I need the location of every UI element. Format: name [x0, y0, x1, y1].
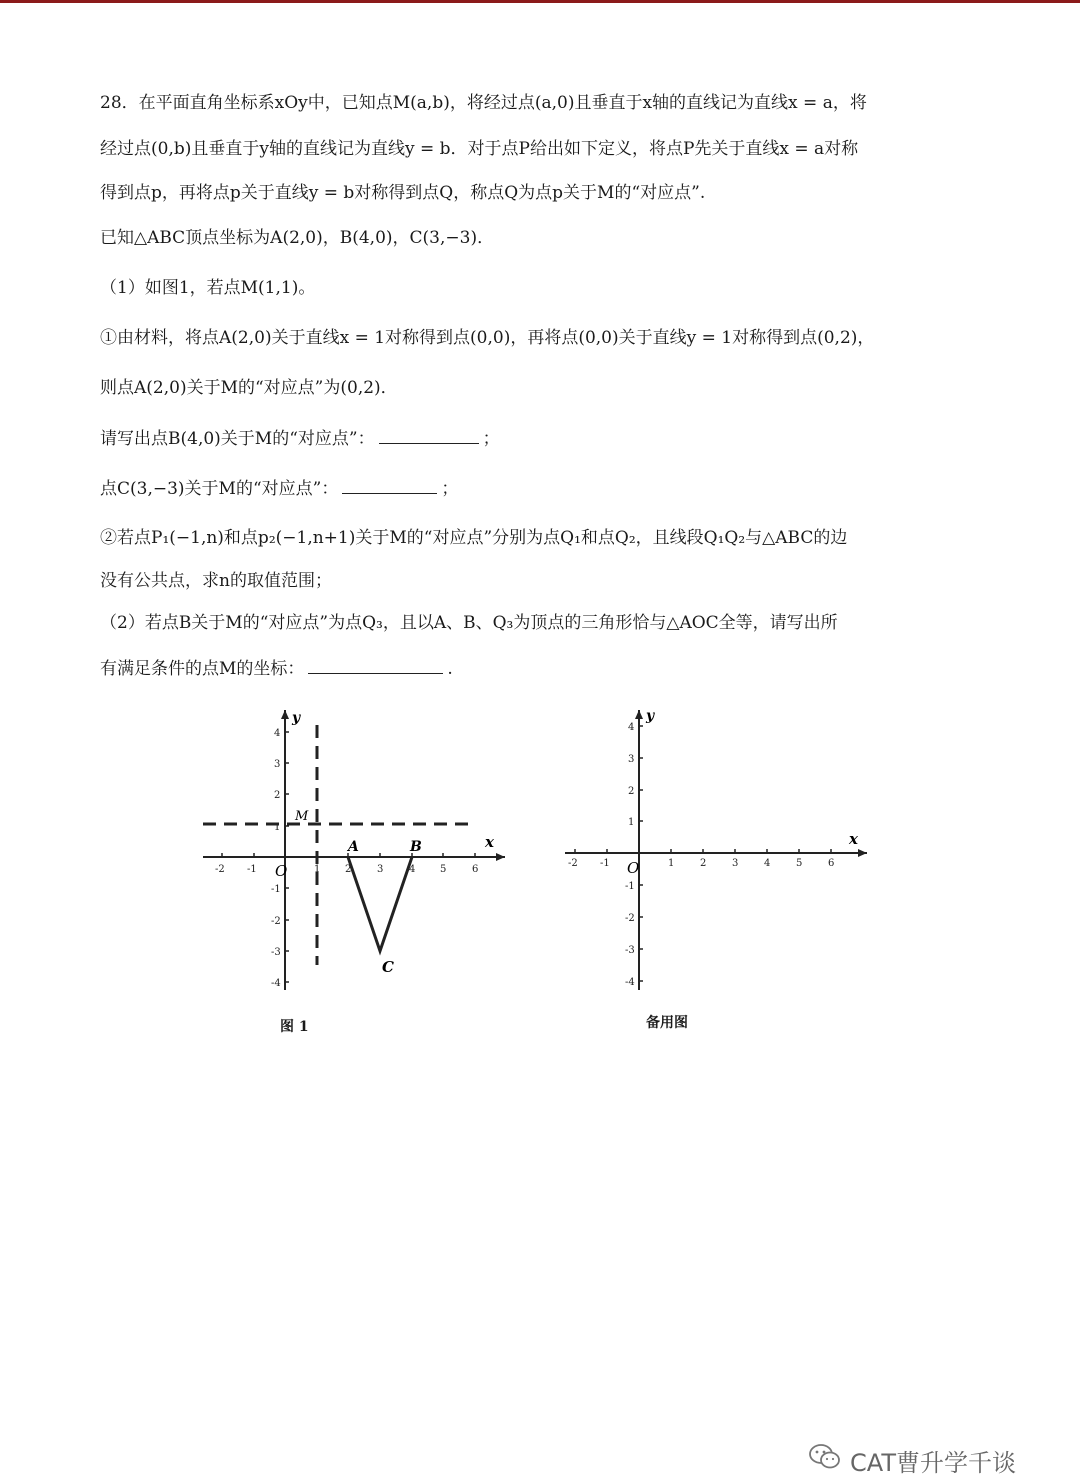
- top-border: [0, 0, 1080, 3]
- x-tick-label: 3: [732, 858, 739, 869]
- y-axis-arrow: [635, 710, 643, 719]
- origin-label: O: [627, 859, 640, 877]
- question-c-end: ；: [441, 479, 459, 499]
- x-tick-label: 5: [796, 858, 803, 869]
- x-tick-label: -1: [600, 858, 610, 869]
- part2-line-1: （2）若点B关于M的“对应点”为点Q₃，且以A、B、Q₃为顶点的三角形恰与△AOC全等，请写出所: [100, 613, 838, 633]
- watermark-text: CAT曹升学千谈: [850, 1448, 1016, 1477]
- problem-line-3: 得到点p，再将点p关于直线y = b对称得到点Q，称点Q为点p关于M的“对应点”.: [100, 183, 706, 203]
- y-tick-label: -2: [271, 916, 281, 927]
- x-axis-label: x: [849, 830, 858, 848]
- answer-blank-m[interactable]: [308, 655, 443, 674]
- y-tick-label: -1: [625, 881, 635, 892]
- point-a-label: A: [348, 839, 359, 855]
- part2-line-2: [100, 655, 1000, 682]
- question-b-end: ；: [482, 429, 500, 449]
- x-axis-arrow: [858, 849, 867, 857]
- x-tick-label: -2: [215, 864, 225, 875]
- x-tick-label: 2: [345, 864, 352, 875]
- question-b: [100, 425, 1000, 452]
- y-tick-label: 4: [274, 728, 281, 739]
- x-tick-label: 6: [472, 864, 479, 875]
- y-tick-label: -3: [271, 947, 281, 958]
- x-tick-label: 6: [828, 858, 835, 869]
- problem-line-1: 28．在平面直角坐标系xOy中，已知点M(a,b)，将经过点(a,0)且垂直于x轴的直线记为直线x = a，将: [100, 93, 867, 113]
- y-axis-label: y: [646, 708, 655, 724]
- x-tick-label: 4: [409, 864, 416, 875]
- y-tick-label: -1: [271, 884, 281, 895]
- point-m-label: M: [295, 809, 309, 824]
- problem-line-2: 经过点(0,b)且垂直于y轴的直线记为直线y = b．对于点P给出如下定义，将点P先关于直线x = a对称: [100, 139, 859, 159]
- x-tick-label: 1: [668, 858, 675, 869]
- x-tick-label: -2: [568, 858, 578, 869]
- wechat-icon: [808, 1443, 842, 1477]
- problem-line-4: 已知△ABC顶点坐标为A(2,0)，B(4,0)，C(3,−3)．: [100, 228, 495, 248]
- y-tick-label: 3: [274, 759, 281, 770]
- y-tick-label: -2: [625, 913, 635, 924]
- y-tick-label: 4: [628, 722, 635, 733]
- x-tick-label: 3: [377, 864, 384, 875]
- x-axis-label: x: [485, 833, 494, 851]
- answer-blank-b[interactable]: [379, 425, 479, 444]
- x-tick-label: -1: [247, 864, 257, 875]
- question-2-line-1: ②若点P₁(−1,n)和点p₂(−1,n+1)关于M的“对应点”分别为点Q₁和点Q₂，且线段Q₁Q₂与△ABC的边: [100, 528, 848, 548]
- y-tick-label: 3: [628, 754, 635, 765]
- y-tick-label: -4: [625, 977, 635, 988]
- part2-end: .: [447, 659, 453, 679]
- x-tick-label: 1: [314, 864, 321, 875]
- x-tick-label: 2: [700, 858, 707, 869]
- y-tick-label: -3: [625, 945, 635, 956]
- point-b-label: B: [410, 839, 422, 855]
- figure-backup-caption: 备用图: [646, 1015, 688, 1031]
- question-c: [100, 475, 1000, 502]
- x-tick-label: 5: [440, 864, 447, 875]
- watermark: [808, 1440, 1058, 1480]
- figure-backup: [555, 700, 875, 1004]
- answer-blank-c[interactable]: [342, 475, 437, 494]
- x-tick-label: 4: [764, 858, 771, 869]
- origin-label: O: [275, 862, 288, 880]
- y-tick-label: 1: [628, 817, 635, 828]
- y-axis-label: y: [292, 710, 301, 726]
- y-tick-label: 1: [274, 822, 281, 833]
- part1-heading: （1）如图1，若点M(1,1)。: [100, 278, 316, 298]
- y-tick-label: -4: [271, 978, 281, 989]
- question-b-text: 请写出点B(4,0)关于M的“对应点”：: [100, 429, 375, 449]
- y-tick-label: 2: [274, 790, 281, 801]
- question-2-line-2: 没有公共点，求n的取值范围；: [100, 571, 332, 591]
- point-c-label: C: [382, 958, 394, 976]
- question-c-text: 点C(3,−3)关于M的“对应点”：: [100, 479, 339, 499]
- y-axis-arrow: [281, 710, 289, 719]
- y-tick-label: 2: [628, 786, 635, 797]
- part2-text: 有满足条件的点M的坐标：: [100, 659, 305, 679]
- part1-step-1: ①由材料，将点A(2,0)关于直线x = 1对称得到点(0,0)，再将点(0,0)关于直线y = 1对称得到点(0,2)，: [100, 328, 875, 348]
- part1-step-2: 则点A(2,0)关于M的“对应点”为(0,2)．: [100, 378, 398, 398]
- figure-1-caption: 图 1: [280, 1019, 309, 1035]
- figure-1: [195, 700, 515, 1004]
- x-axis-arrow: [496, 853, 505, 861]
